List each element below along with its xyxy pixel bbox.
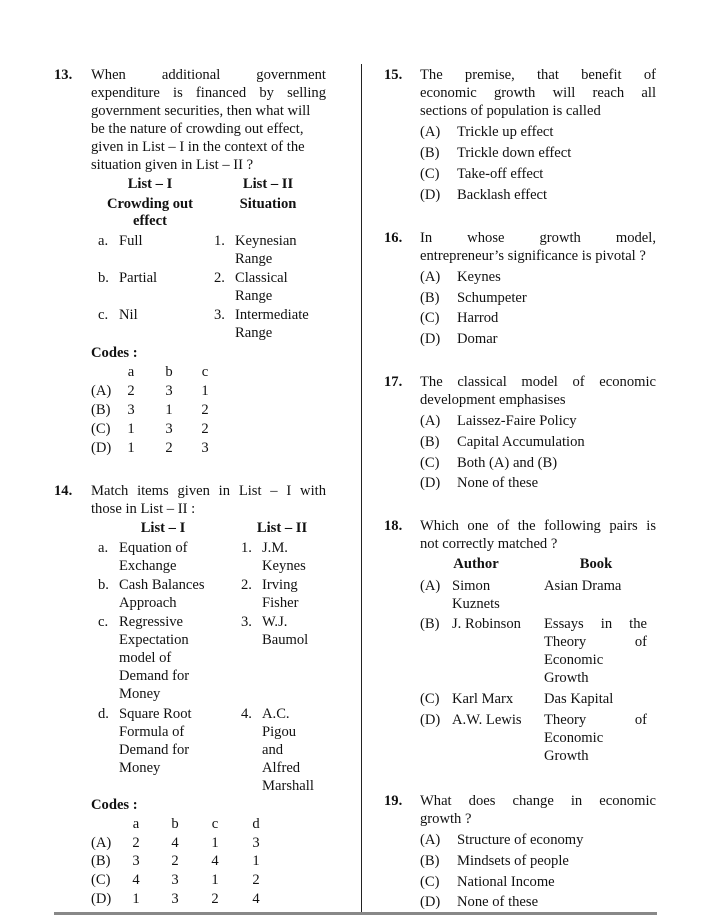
list-item-text: and <box>262 742 284 758</box>
list-item-text: Pigou <box>262 724 297 740</box>
list-item-text: Classical <box>235 270 288 286</box>
list-item-text: Range <box>235 325 273 341</box>
option-text: Capital Accumulation <box>457 434 585 450</box>
author-name: A.W. Lewis <box>452 712 522 728</box>
book-title: Economic <box>544 652 604 668</box>
code-option-label: (B) <box>91 853 111 869</box>
code-value: 2 <box>201 421 209 437</box>
list-item-text: Approach <box>119 595 177 611</box>
list-item-number: 1. <box>241 540 252 556</box>
list-item-text: Nil <box>119 307 138 323</box>
question-text-line: In whose growth model, <box>420 230 656 246</box>
list-item-text: Baumol <box>262 632 309 648</box>
list-item-text: A.C. <box>262 706 290 722</box>
list-item-text: Keynesian <box>235 233 297 249</box>
list-item-text: Demand for <box>119 668 190 684</box>
code-value: 4 <box>171 835 179 851</box>
list-item-text: Marshall <box>262 778 314 794</box>
option-label: (B) <box>420 434 440 450</box>
list1-heading: List – I <box>140 520 186 536</box>
option-text: Trickle down effect <box>457 145 572 161</box>
book-title: Theory of <box>544 712 647 728</box>
list-item-text: Full <box>119 233 143 249</box>
option-text: National Income <box>457 874 555 890</box>
question-text-line: What does change in economic <box>420 793 656 809</box>
code-column-head: b <box>171 816 179 832</box>
list-item-text: Money <box>119 760 161 776</box>
codes-label: Codes : <box>91 345 138 361</box>
code-value: 2 <box>201 402 209 418</box>
code-value: 2 <box>132 835 140 851</box>
author-heading: Author <box>453 556 499 572</box>
list-item-number: 3. <box>214 307 225 323</box>
list-item-text: Range <box>235 251 273 267</box>
code-option-label: (A) <box>91 835 112 851</box>
option-label: (A) <box>420 269 441 285</box>
code-option-label: (D) <box>91 440 112 456</box>
option-label: (C) <box>420 166 440 182</box>
code-value: 3 <box>201 440 209 456</box>
option-label: (D) <box>420 712 441 728</box>
book-title: Growth <box>544 748 589 764</box>
code-value: 2 <box>127 383 135 399</box>
list-item-text: Regressive <box>119 614 184 630</box>
code-value: 4 <box>211 853 219 869</box>
book-heading: Book <box>579 556 613 572</box>
option-text: Keynes <box>457 269 501 285</box>
list-item-text: Partial <box>119 270 158 286</box>
option-label: (D) <box>420 475 441 491</box>
list-item-letter: c. <box>98 614 109 630</box>
code-column-head: c <box>201 364 209 380</box>
code-value: 2 <box>252 872 260 888</box>
option-text: None of these <box>457 894 539 910</box>
option-text: Domar <box>457 331 498 347</box>
code-column-head: a <box>132 816 140 832</box>
list1-subheading: Crowding out <box>106 196 194 212</box>
question-number: 18. <box>384 518 403 534</box>
question-text-line: entrepreneur’s significance is pivotal ? <box>420 248 646 264</box>
list-item-text: Formula of <box>119 724 185 740</box>
code-value: 1 <box>127 421 135 437</box>
question-text-line: sections of population is called <box>420 103 601 119</box>
code-value: 3 <box>171 872 179 888</box>
question-text-line: Match items given in List – I with <box>91 483 326 499</box>
book-title: Economic <box>544 730 604 746</box>
code-value: 3 <box>127 402 135 418</box>
list-item-text: W.J. <box>262 614 288 630</box>
page-bottom-rule <box>54 912 657 915</box>
list-item-number: 1. <box>214 233 225 249</box>
code-value: 3 <box>165 421 173 437</box>
list-item-text: Exchange <box>119 558 177 574</box>
option-label: (D) <box>420 894 441 910</box>
question-number: 19. <box>384 793 403 809</box>
question-number: 15. <box>384 67 403 83</box>
code-column-head: b <box>165 364 173 380</box>
code-option-label: (B) <box>91 402 111 418</box>
option-label: (C) <box>420 310 440 326</box>
question-text-line: given in List – I in the context of the <box>91 139 305 155</box>
question-text-line: government securities, then what will <box>91 103 311 119</box>
list-item-text: Fisher <box>262 595 299 611</box>
code-value: 3 <box>171 891 179 907</box>
option-label: (C) <box>420 455 440 471</box>
question-number: 14. <box>54 483 73 499</box>
option-label: (D) <box>420 331 441 347</box>
code-value: 2 <box>165 440 173 456</box>
code-value: 3 <box>252 835 260 851</box>
list-item-letter: a. <box>98 540 109 556</box>
option-text: Mindsets of people <box>457 853 569 869</box>
book-title: Asian Drama <box>544 578 622 594</box>
list-item-text: Range <box>235 288 273 304</box>
question-text-line: development emphasises <box>420 392 566 408</box>
list-item-letter: b. <box>98 270 109 286</box>
question-text-line: economic growth will reach all <box>420 85 656 101</box>
option-label: (B) <box>420 616 440 632</box>
code-value: 1 <box>165 402 173 418</box>
option-text: Both (A) and (B) <box>457 455 558 471</box>
author-name: Karl Marx <box>452 691 514 707</box>
list-item-text: Demand for <box>119 742 190 758</box>
column-divider <box>361 64 362 912</box>
code-column-head: c <box>211 816 219 832</box>
question-text-line: be the nature of crowding out effect, <box>91 121 304 137</box>
code-column-head: d <box>252 816 260 832</box>
question-text-line: those in List – II : <box>91 501 196 517</box>
question-text-line: situation given in List – II ? <box>91 157 254 173</box>
code-column-head: a <box>127 364 135 380</box>
option-label: (A) <box>420 413 441 429</box>
list1-heading: List – I <box>127 176 173 192</box>
option-text: Harrod <box>457 310 499 326</box>
option-label: (C) <box>420 874 440 890</box>
question-number: 16. <box>384 230 403 246</box>
list-item-number: 3. <box>241 614 252 630</box>
option-label: (D) <box>420 187 441 203</box>
list1-subheading: effect <box>132 213 167 229</box>
list2-heading: List – II <box>256 520 308 536</box>
codes-label: Codes : <box>91 797 138 813</box>
list-item-text: Irving <box>262 577 298 593</box>
list-item-text: Intermediate <box>235 307 309 323</box>
code-value: 1 <box>211 835 219 851</box>
list-item-letter: b. <box>98 577 109 593</box>
list-item-text: Expectation <box>119 632 189 648</box>
question-number: 13. <box>54 67 73 83</box>
code-option-label: (D) <box>91 891 112 907</box>
option-text: Structure of economy <box>457 832 584 848</box>
code-option-label: (C) <box>91 421 111 437</box>
question-number: 17. <box>384 374 403 390</box>
code-value: 2 <box>211 891 219 907</box>
author-name: Simon <box>452 578 491 594</box>
option-label: (B) <box>420 145 440 161</box>
code-value: 1 <box>211 872 219 888</box>
code-option-label: (C) <box>91 872 111 888</box>
author-name: Kuznets <box>452 596 500 612</box>
code-value: 1 <box>132 891 140 907</box>
option-text: Schumpeter <box>457 290 527 306</box>
list-item-number: 4. <box>241 706 252 722</box>
list-item-text: Equation of <box>119 540 188 556</box>
question-text-line: Which one of the following pairs is <box>420 518 656 534</box>
option-label: (B) <box>420 853 440 869</box>
code-value: 1 <box>127 440 135 456</box>
author-name: J. Robinson <box>452 616 521 632</box>
list-item-text: J.M. <box>262 540 288 556</box>
question-text-line: growth ? <box>420 811 472 827</box>
list-item-letter: d. <box>98 706 109 722</box>
code-value: 3 <box>165 383 173 399</box>
book-title: Growth <box>544 670 589 686</box>
list-item-text: Alfred <box>262 760 301 776</box>
code-value: 4 <box>252 891 260 907</box>
list-item-text: Square Root <box>119 706 192 722</box>
list-item-text: model of <box>119 650 172 666</box>
option-label: (C) <box>420 691 440 707</box>
option-text: Trickle up effect <box>457 124 554 140</box>
code-value: 1 <box>201 383 209 399</box>
code-option-label: (A) <box>91 383 112 399</box>
code-value: 3 <box>132 853 140 869</box>
book-title: Theory of <box>544 634 647 650</box>
book-title: Essays in the <box>544 616 647 632</box>
list-item-letter: a. <box>98 233 109 249</box>
list2-heading: List – II <box>242 176 294 192</box>
option-text: Backlash effect <box>457 187 548 203</box>
option-text: Take-off effect <box>457 166 544 182</box>
question-text-line: When additional government <box>91 67 326 83</box>
list-item-text: Cash Balances <box>119 577 205 593</box>
question-text-line: expenditure is financed by selling <box>91 85 326 101</box>
option-label: (A) <box>420 124 441 140</box>
code-value: 2 <box>171 853 179 869</box>
question-text-line: not correctly matched ? <box>420 536 558 552</box>
code-value: 4 <box>132 872 140 888</box>
option-label: (B) <box>420 290 440 306</box>
list2-subheading: Situation <box>239 196 297 212</box>
list-item-letter: c. <box>98 307 109 323</box>
list-item-number: 2. <box>214 270 225 286</box>
option-label: (A) <box>420 578 441 594</box>
question-text-line: The premise, that benefit of <box>420 67 656 83</box>
code-value: 1 <box>252 853 260 869</box>
list-item-text: Keynes <box>262 558 306 574</box>
list-item-number: 2. <box>241 577 252 593</box>
option-label: (A) <box>420 832 441 848</box>
list-item-text: Money <box>119 686 161 702</box>
question-text-line: The classical model of economic <box>420 374 656 390</box>
option-text: Laissez-Faire Policy <box>457 413 577 429</box>
book-title: Das Kapital <box>544 691 614 707</box>
option-text: None of these <box>457 475 539 491</box>
